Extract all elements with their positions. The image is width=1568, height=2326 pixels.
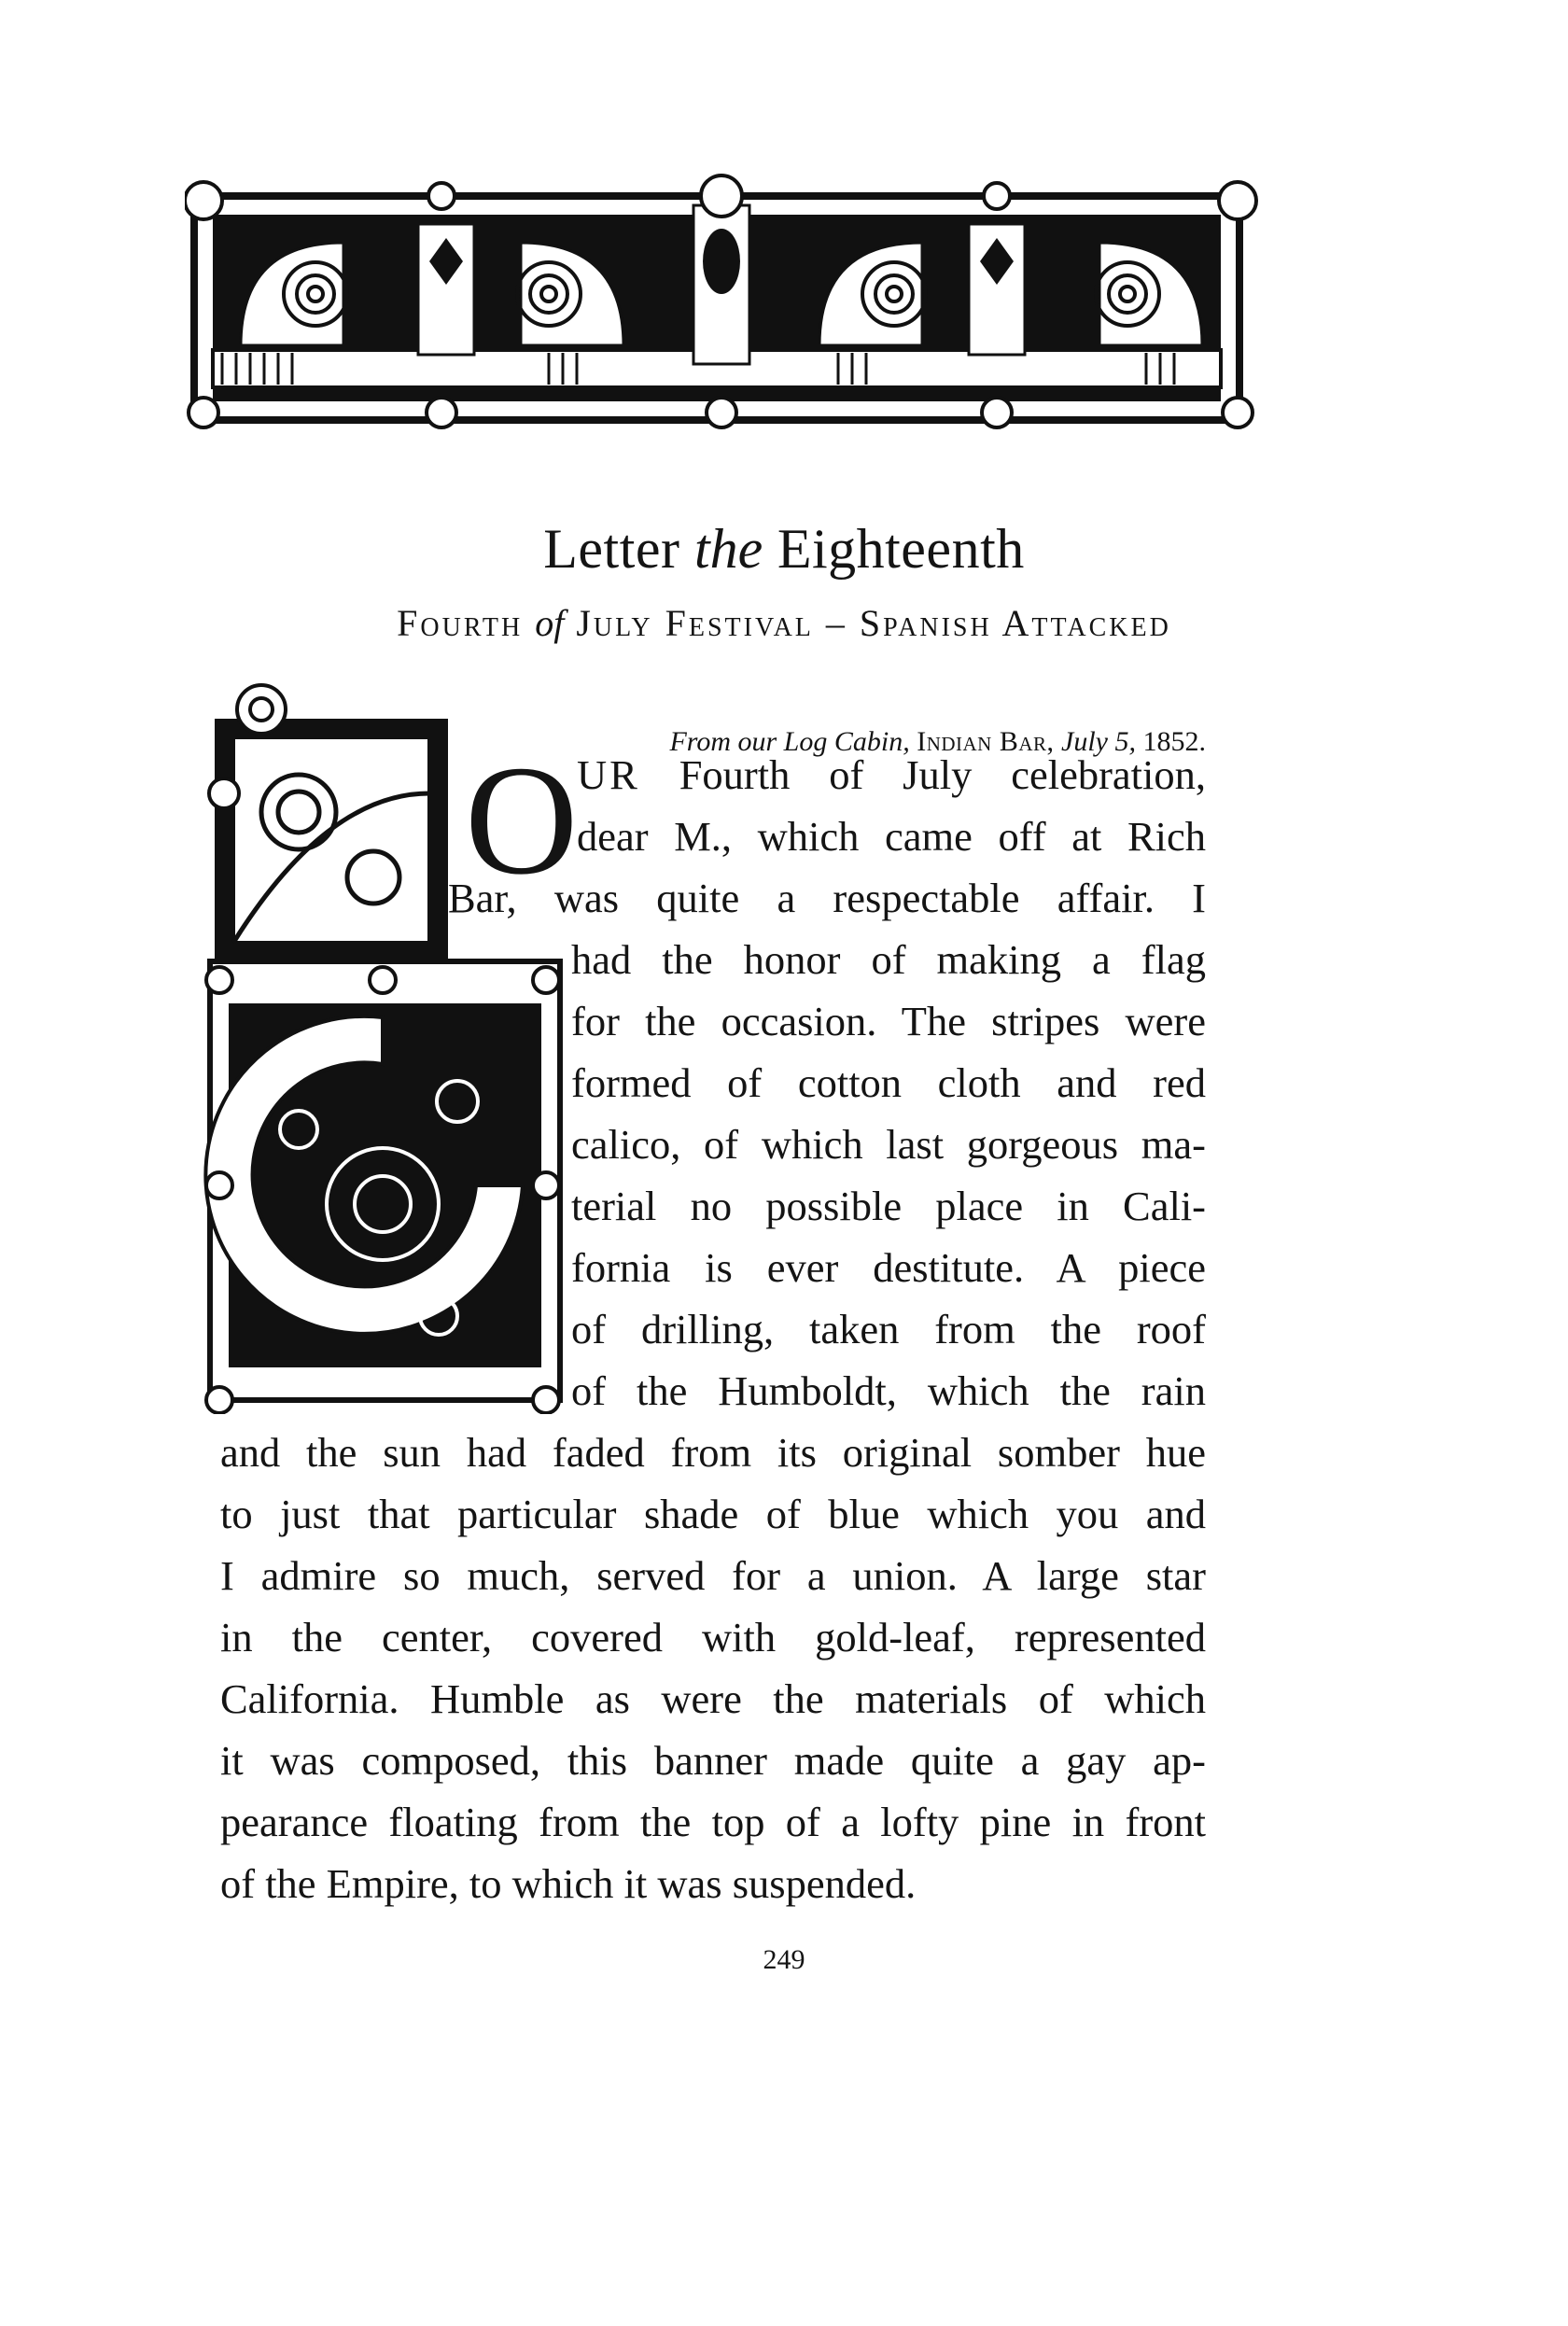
body-line: Bar, was quite a respectable affair. I <box>448 875 1206 921</box>
body-line: calico, of which last gorgeous ma- <box>571 1121 1206 1168</box>
body-line: for the occasion. The stripes were <box>571 998 1206 1044</box>
body-line: fornia is ever destitute. A piece <box>571 1244 1206 1291</box>
ornamental-banner-icon <box>185 168 1258 434</box>
body-line: and the sun had faded from its original somber hue <box>220 1429 1206 1476</box>
chapter-subtitle: Fourth of July Festival – Spanish Attacked <box>397 602 1171 644</box>
body-line: had the honor of making a flag <box>571 936 1206 983</box>
body-line: of drilling, taken from the roof <box>571 1306 1206 1352</box>
first-word-rest: UR <box>577 751 640 798</box>
body-line: it was composed, this banner made quite a gay ap- <box>220 1737 1206 1784</box>
body-line: to just that particular shade of blue which you and <box>220 1491 1206 1537</box>
body-line: in the center, covered with gold-leaf, represented <box>220 1614 1206 1660</box>
body-line: I admire so much, served for a union. A large star <box>220 1552 1206 1599</box>
body-line-last: of the Empire, to which it was suspended. <box>220 1860 917 1907</box>
body-line: terial no possible place in Cali- <box>571 1183 1206 1229</box>
body-line: California. Humble as were the materials of which <box>220 1675 1206 1722</box>
body-line: pearance floating from the top of a lofty pine in front <box>220 1799 1206 1845</box>
page-number: 249 <box>763 1944 805 1975</box>
body-line: dear M., which came off at Rich <box>577 813 1206 860</box>
drop-cap-letter: O <box>465 734 579 907</box>
dateline: From our Log Cabin, Indian Bar, July 5, 1852. <box>669 726 1206 757</box>
body-line: UR Fourth of July celebration, <box>577 751 1206 798</box>
page-title: Letter the Eighteenth <box>543 518 1025 580</box>
body-line: of the Humboldt, which the rain <box>571 1367 1206 1414</box>
body-line: formed of cotton cloth and red <box>571 1059 1206 1106</box>
